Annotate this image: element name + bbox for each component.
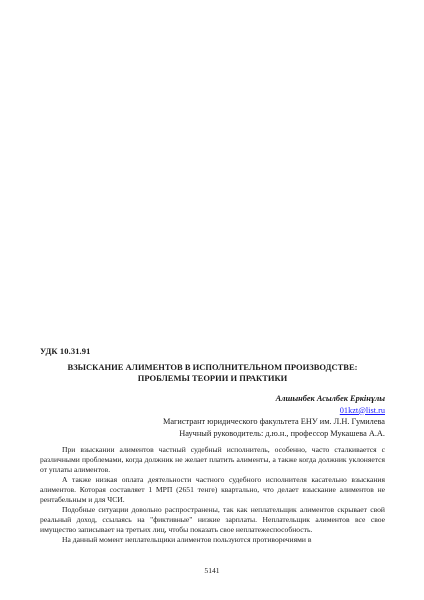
body-paragraph: На данный момент неплательщики алиментов пользуются противоречиями в: [62, 535, 312, 544]
body-paragraph: Подобные ситуации довольно распространены, так как неплательщик алиментов скрывает свой реальный доход, ссылаясь на "фиктивные" низкие зарплаты. Неплательщик алиментов все свое имущество записывает на третьих лиц, чтобы показать свое неплатежеспособность.: [40, 505, 385, 534]
body-paragraph: При взыскании алиментов частный судебный исполнитель, особенно, часто сталкивается с различными проблемами, когда должник не желает платить алименты, а также когда должник уклоняется от уплаты алиментов.: [40, 445, 385, 474]
body-paragraph: А также низкая оплата деятельности частного судебного исполнителя касательно взыскания алиментов. Которая составляет 1 МРП (2651 тенге) квартально, что делает взыскание алиментов не рентабельным и для ЧСИ.: [40, 475, 385, 504]
article-title: [40, 362, 385, 384]
page-number: 5141: [204, 566, 220, 575]
author-name: Алшынбек Асылбек Еркінұлы: [275, 394, 385, 403]
udk-code: УДК 10.31.91: [40, 346, 91, 356]
author-block: [40, 393, 385, 439]
article-title-line-2: ПРОБЛЕМЫ ТЕОРИИ И ПРАКТИКИ: [137, 373, 288, 383]
article-body: [40, 445, 385, 545]
article-title-line-1: ВЗЫСКАНИЕ АЛИМЕНТОВ В ИСПОЛНИТЕЛЬНОМ ПРОИЗВОДСТВЕ:: [67, 362, 358, 372]
author-email-link[interactable]: 01kzt@list.ru: [339, 405, 385, 415]
author-supervisor: Научный руководитель: д.ю.н., профессор Мукашева А.А.: [179, 428, 385, 438]
author-affiliation: Магистрант юридического факультета ЕНУ им. Л.Н. Гумилева: [162, 417, 385, 426]
